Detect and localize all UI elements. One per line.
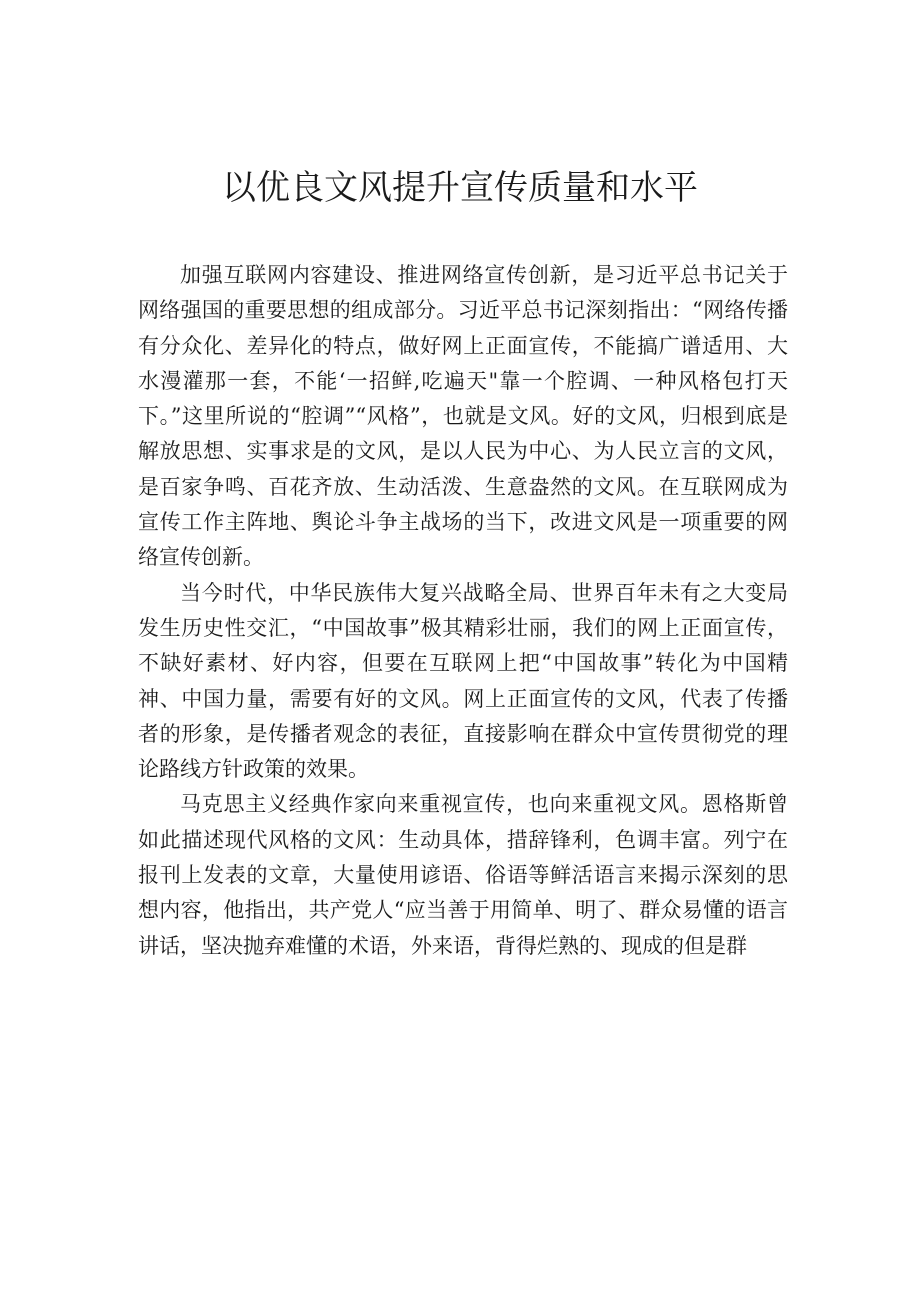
paragraph-2: 当今时代，中华民族伟大复兴战略全局、世界百年未有之大变局发生历史性交汇，“中国故事”极其精彩壮丽，我们的网上正面宣传，不缺好素材、好内容，但要在互联网上把“中国故事”转化为中国精神、中国力量，需要有好的文风。网上正面宣传的文风，代表了传播者的形象，是传播者观念的表征，直接影响在群众中宣传贯彻党的理论路线方针政策的效果。 (138, 580, 788, 782)
paragraph-3: 马克思主义经典作家向来重视宣传，也向来重视文风。恩格斯曾如此描述现代风格的文风：生动具体，措辞锋利，色调丰富。列宁在报刊上发表的文章，大量使用谚语、俗语等鲜活语言来揭示深刻的思想内容，他指出，共产党人“应当善于用简单、明了、群众易懂的语言讲话，坚决抛弃难懂的术语，外来语，背得烂熟的、现成的但是群 (138, 792, 788, 958)
document-body (138, 258, 788, 964)
document-title: 以优良文风提升宣传质量和水平 (222, 168, 698, 208)
paragraph-1: 加强互联网内容建设、推进网络宣传创新，是习近平总书记关于网络强国的重要思想的组成部分。习近平总书记深刻指出：“网络传播有分众化、差异化的特点，做好网上正面宣传，不能搞广谱适用、大水漫灌那一套，不能‘一招鲜,吃遍天"靠一个腔调、一种风格包打天下。”这里所说的“腔调”“风格”，也就是文风。好的文风，归根到底是解放思想、实事求是的文风，是以人民为中心、为人民立言的文风，是百家争鸣、百花齐放、生动活泼、生意盎然的文风。在互联网成为宣传工作主阵地、舆论斗争主战场的当下，改进文风是一项重要的网络宣传创新。 (138, 263, 788, 570)
